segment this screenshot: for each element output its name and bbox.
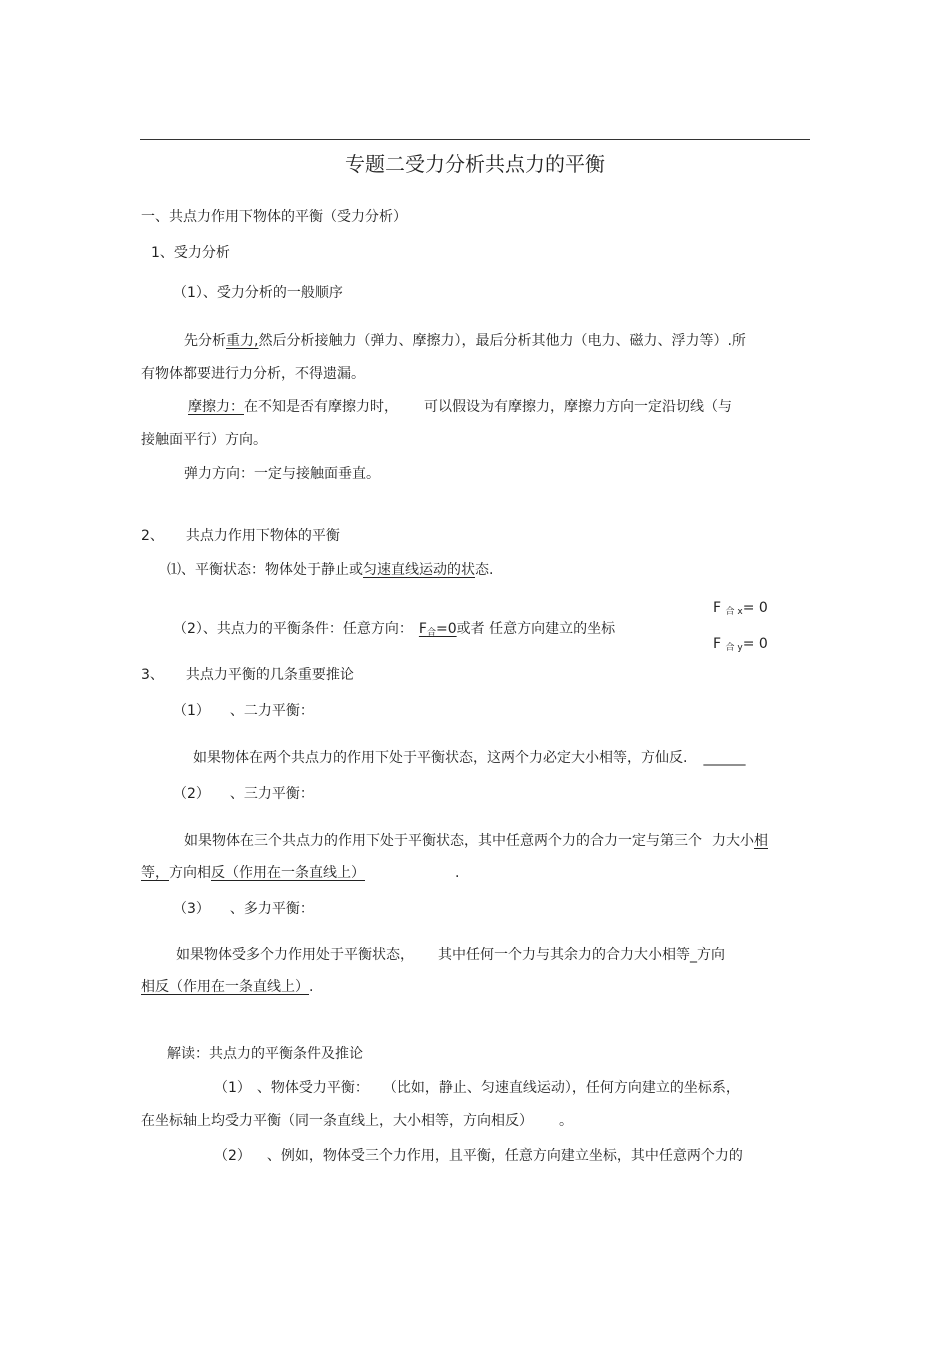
- text: 可以假设为有摩擦力，摩擦力方向一定沿切线（与: [424, 399, 732, 415]
- section-2-title: 共点力作用下物体的平衡: [185, 528, 340, 544]
- section-2-heading: [141, 527, 340, 545]
- text: 、例如，物体受三个力作用，且平衡，任意方向建立坐标，其中任意两个力的: [266, 1148, 743, 1164]
- multi-force-body-line-2: [141, 978, 313, 996]
- text: 力大小: [712, 833, 754, 849]
- underlined-gravity: 重力,: [226, 333, 259, 349]
- text: 态.: [475, 562, 494, 578]
- paragraph-analysis-order: [184, 332, 746, 350]
- formula-equals: =0: [435, 621, 457, 637]
- text: 。: [559, 1113, 573, 1129]
- text: 方向相: [169, 865, 211, 881]
- three-force-heading: [173, 785, 314, 803]
- text: 其中任何一个力与其余力的合力大小相等_方向: [438, 947, 725, 963]
- underlined-uniform-motion: 匀速直线运动的状: [363, 562, 475, 578]
- text: 先分析: [184, 333, 226, 349]
- text: 如果物体在三个共点力的作用下处于平衡状态，其中任意两个力的合力一定与第三个: [184, 833, 702, 849]
- text: 、物体受力平衡：: [256, 1080, 369, 1096]
- section-2-number: 2、: [141, 528, 164, 544]
- text: .: [455, 865, 460, 881]
- multi-force-heading: [173, 900, 314, 918]
- item-title: 、二力平衡：: [229, 703, 314, 719]
- multi-force-body: [176, 946, 725, 964]
- text: 如果物体在两个共点力的作用下处于平衡状态，这两个力必定大小相等，方仙反.: [193, 750, 688, 766]
- formula-equals: = 0: [742, 636, 768, 652]
- underlined-text: 相: [754, 833, 768, 849]
- text: 然后分析接触力（弹力、摩擦力），最后分析其他力（电力、磁力、浮力等）.所: [258, 333, 746, 349]
- three-force-body: [184, 832, 768, 850]
- paragraph-elastic-force: 弹力方向：一定与接触面垂直。: [184, 466, 380, 482]
- note-1: [214, 1079, 740, 1097]
- formula-f: F: [418, 621, 427, 637]
- equilibrium-state: [167, 561, 493, 579]
- note-1-line-2: [141, 1112, 573, 1130]
- header-rule: [140, 139, 810, 140]
- text: 物体处于静止或: [265, 562, 363, 578]
- section-3-heading: [141, 666, 354, 684]
- paragraph-friction-line-2: 接触面平行）方向。: [141, 432, 267, 448]
- equilibrium-condition: [173, 620, 615, 642]
- text: 如果物体受多个力作用处于平衡状态，: [176, 947, 414, 963]
- three-force-body-line-2: [141, 864, 459, 882]
- section-1-sub-1: 1、受力分析: [151, 245, 230, 261]
- text: 或者 任意方向建立的坐标: [456, 621, 616, 637]
- section-3-title: 共点力平衡的几条重要推论: [185, 667, 354, 683]
- underlined-text: 等，: [141, 865, 169, 881]
- paragraph-analysis-order-line-2: 有物体都要进行力分析，不得遗漏。: [141, 366, 365, 382]
- formula-fx: [713, 599, 768, 621]
- text: 在坐标轴上均受力平衡（同一条直线上，大小相等，方向相反）: [141, 1113, 533, 1129]
- item-number: （3）: [173, 901, 210, 917]
- note-2: [214, 1147, 743, 1165]
- page-title: 专题二受力分析共点力的平衡: [345, 152, 605, 176]
- item-number: （1）: [173, 703, 210, 719]
- two-force-body: [193, 749, 745, 767]
- formula-f: F: [713, 600, 722, 616]
- item-number: （2）: [214, 1148, 251, 1164]
- formula-equals: = 0: [742, 600, 768, 616]
- two-force-heading: [173, 702, 314, 720]
- item-title: 、三力平衡：: [229, 786, 314, 802]
- text: （比如，静止、匀速直线运动），任何方向建立的坐标系，: [382, 1080, 740, 1096]
- item-number: （2）: [173, 786, 210, 802]
- text: ⑴、平衡状态：: [167, 562, 265, 578]
- underlined-text: 相反（作用在一条直线上）: [141, 979, 309, 995]
- item-title: 、多力平衡：: [229, 901, 314, 917]
- notes-heading: 解读：共点力的平衡条件及推论: [167, 1046, 363, 1062]
- underlined-text: 反（作用在一条直线上）: [211, 865, 365, 881]
- text: （2）、共点力的平衡条件：任意方向：: [173, 621, 413, 637]
- text: .: [309, 979, 314, 995]
- formula-f: F: [713, 636, 722, 652]
- section-3-number: 3、: [141, 667, 164, 683]
- item-number: （1）: [214, 1080, 251, 1096]
- formula-fy: [713, 635, 768, 657]
- formula-subscript: 合 x: [725, 607, 743, 617]
- formula-subscript: 合: [426, 628, 436, 638]
- formula-f-net-zero: [419, 621, 457, 637]
- formula-subscript: 合 y: [725, 643, 743, 653]
- text: 在不知是否有摩擦力时，: [244, 399, 398, 415]
- section-1-sub-1-1: （1）、受力分析的一般顺序: [173, 285, 343, 301]
- blank-line: ______: [703, 750, 746, 766]
- underlined-friction: 摩擦力：: [188, 399, 244, 415]
- section-1-heading: 一、共点力作用下物体的平衡（受力分析）: [141, 209, 407, 225]
- paragraph-friction: [188, 398, 732, 416]
